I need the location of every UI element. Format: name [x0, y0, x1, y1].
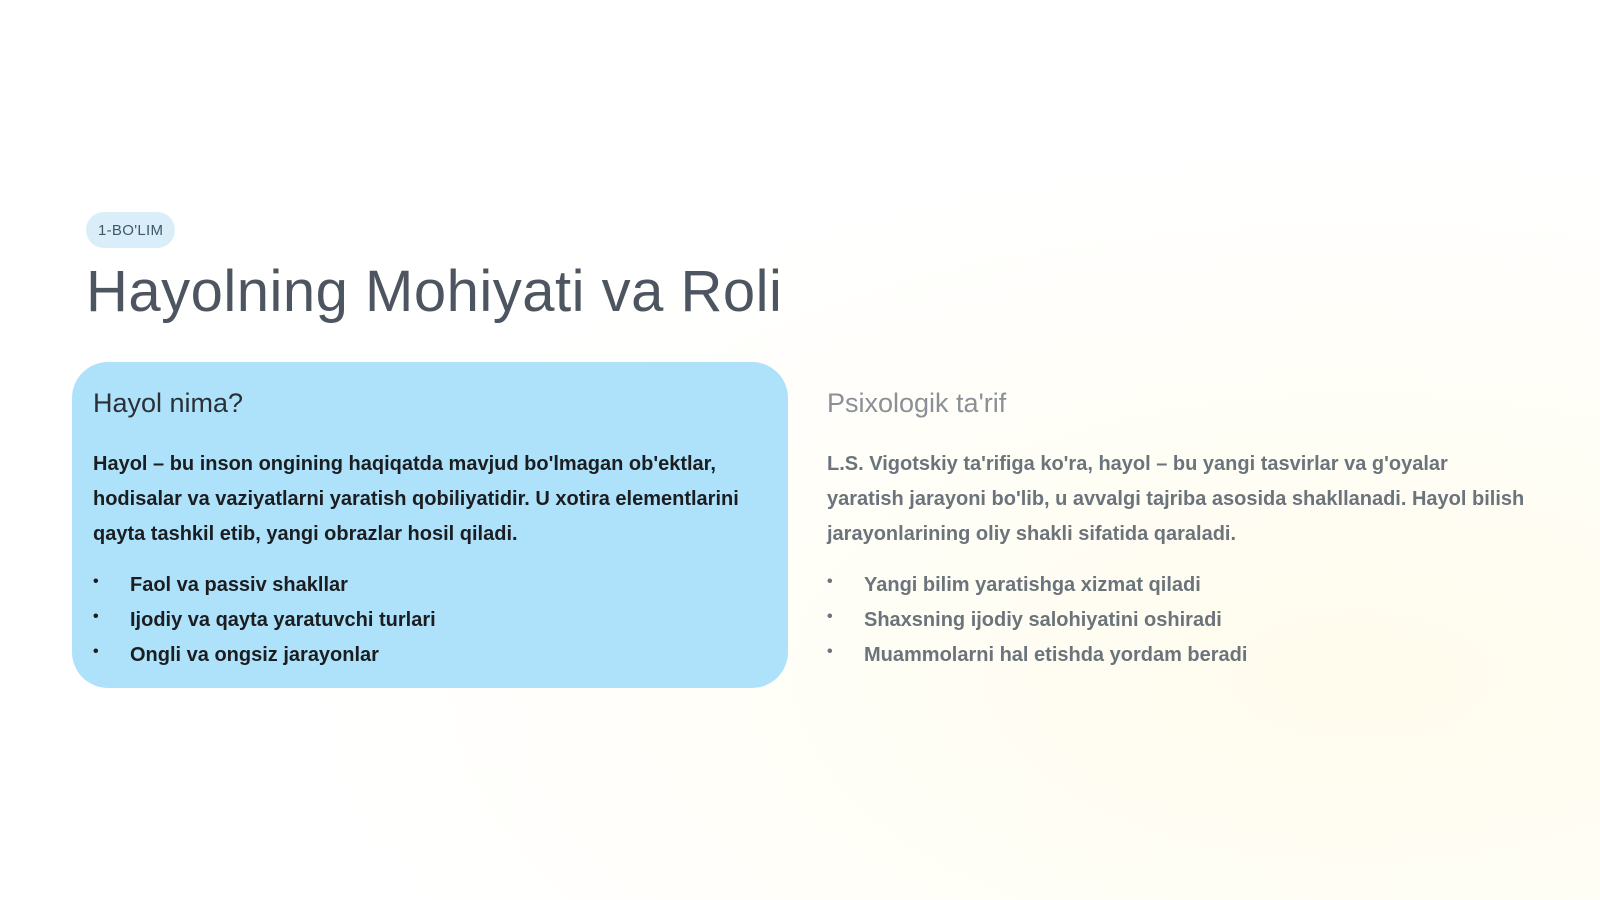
list-item-text: Ijodiy va qayta yaratuvchi turlari	[130, 609, 436, 631]
list-item-text: Yangi bilim yaratishga xizmat qiladi	[864, 574, 1201, 596]
list-item-text: Shaxsning ijodiy salohiyatini oshiradi	[864, 609, 1222, 631]
list-item-text: Muammolarni hal etishda yordam beradi	[864, 644, 1248, 666]
card-bullet-list	[93, 568, 768, 673]
bullet-icon: •	[827, 608, 833, 625]
card-heading: Hayol nima?	[93, 388, 244, 418]
list-item	[93, 638, 768, 673]
card-body-text: Hayol – bu inson ongining haqiqatda mavjud bo'lmagan ob'ektlar, hodisalar va vaziyatlarni yaratish qobiliyatidir. U xotira elementlarini qayta tashkil etib, yangi obrazlar hosil qiladi.	[93, 453, 739, 545]
psychology-definition-column	[827, 386, 1527, 673]
section-badge	[86, 212, 175, 248]
right-bullet-list	[827, 568, 1527, 673]
right-heading: Psixologik ta'rif	[827, 388, 1007, 418]
bullet-icon: •	[93, 573, 99, 590]
list-item	[93, 568, 768, 603]
list-item	[93, 603, 768, 638]
section-badge-label: 1-BO'LIM	[98, 221, 164, 239]
list-item-text: Faol va passiv shakllar	[130, 574, 348, 596]
list-item-text: Ongli va ongsiz jarayonlar	[130, 644, 379, 666]
right-body-text: L.S. Vigotskiy ta'rifiga ko'ra, hayol – bu yangi tasvirlar va g'oyalar yaratish jarayoni bo'lib, u avvalgi tajriba asosida shakllanadi. Hayol bilish jarayonlarining oliy shakli sifatida qaraladi.	[827, 453, 1525, 545]
list-item	[827, 638, 1527, 673]
page-title: Hayolning Mohiyati va Roli	[86, 259, 783, 324]
bullet-icon: •	[827, 573, 833, 590]
list-item	[827, 568, 1527, 603]
bullet-icon: •	[93, 608, 99, 625]
bullet-icon: •	[93, 643, 99, 660]
bullet-icon: •	[827, 643, 833, 660]
definition-card	[72, 362, 788, 688]
list-item	[827, 603, 1527, 638]
